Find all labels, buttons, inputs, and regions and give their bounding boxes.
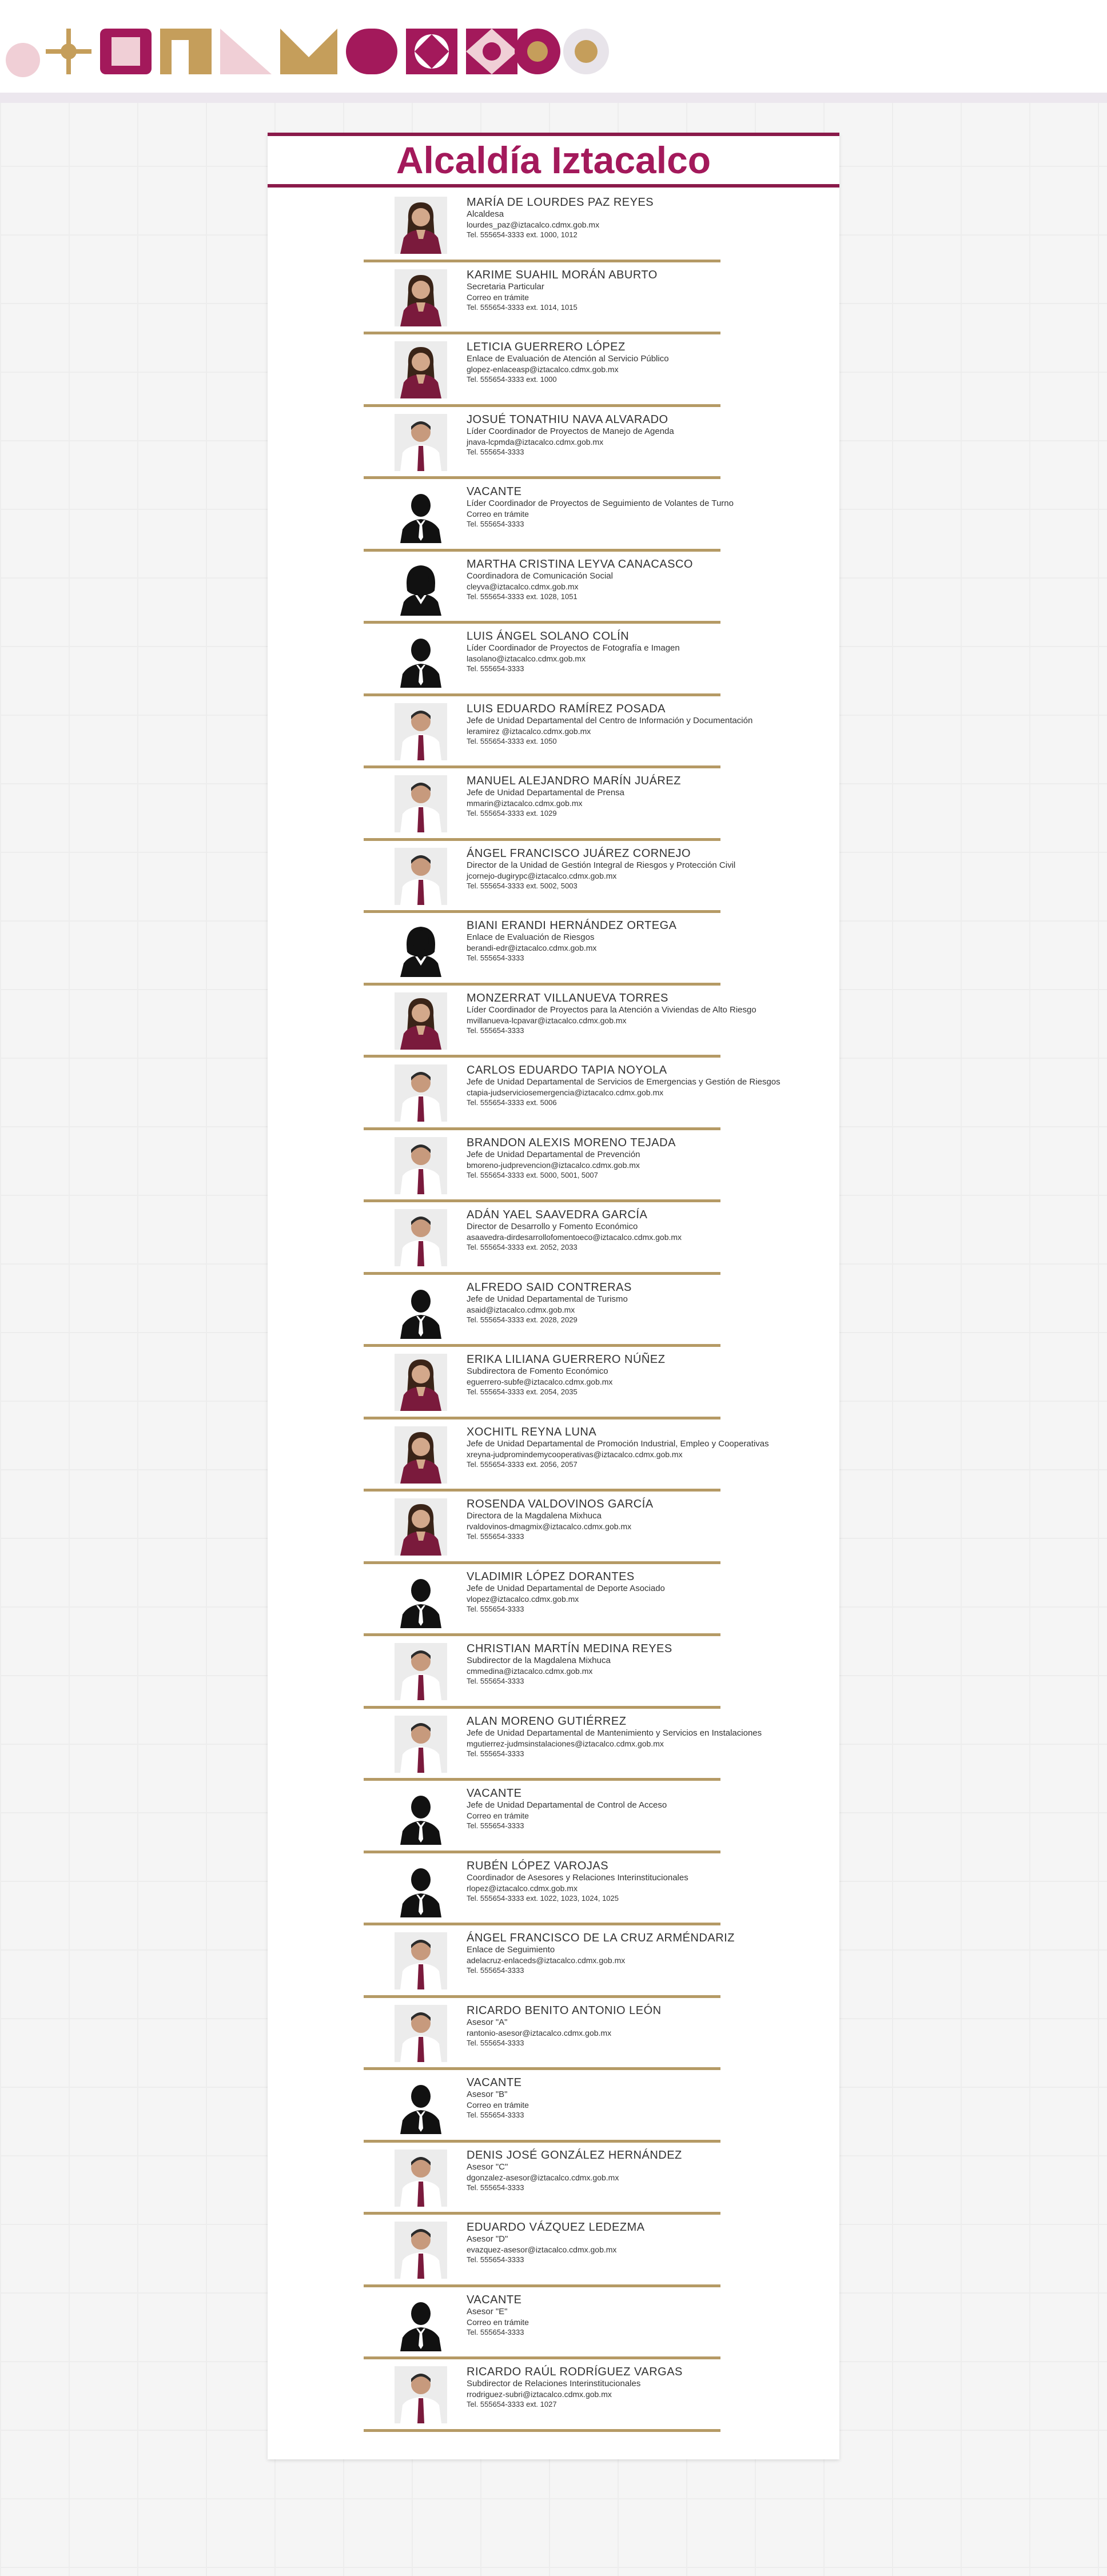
staff-entry [364, 1998, 720, 2071]
staff-phone: Tel. 555654-3333 [467, 1677, 524, 1685]
directory-card [268, 133, 839, 2459]
staff-phone: Tel. 555654-3333 [467, 664, 524, 673]
staff-entry [364, 768, 720, 841]
staff-email[interactable]: dgonzalez-asesor@iztacalco.cdmx.gob.mx [467, 2172, 619, 2182]
staff-role: Asesor "A" [467, 2017, 508, 2027]
staff-info [467, 1281, 720, 1325]
staff-entry [364, 1419, 769, 1492]
staff-name: ROSENDA VALDOVINOS GARCÍA [467, 1498, 654, 1510]
staff-role: Asesor "D" [467, 2234, 508, 2244]
staff-name: ALAN MORENO GUTIÉRREZ [467, 1714, 627, 1728]
staff-photo [395, 1282, 447, 1339]
staff-entry [364, 1492, 720, 1564]
staff-photo [395, 1860, 447, 1917]
staff-email[interactable]: leramirez @iztacalco.cdmx.gob.mx [467, 726, 591, 736]
staff-email[interactable]: vlopez@iztacalco.cdmx.gob.mx [467, 1594, 579, 1604]
staff-email[interactable]: rlopez@iztacalco.cdmx.gob.mx [467, 1883, 578, 1893]
staff-name: DENIS JOSÉ GONZÁLEZ HERNÁNDEZ [467, 2148, 682, 2162]
staff-phone: Tel. 555654-3333 ext. 2028, 2029 [467, 1315, 578, 1324]
staff-role: Subdirectora de Fomento Económico [467, 1366, 608, 1376]
staff-entry [364, 1130, 720, 1203]
staff-name: MONZERRAT VILLANUEVA TORRES [467, 991, 668, 1004]
staff-info [467, 919, 720, 963]
staff-name: ERIKA LILIANA GUERRERO NÚÑEZ [467, 1353, 666, 1366]
staff-email[interactable]: mgutierrez-judmsinstalaciones@iztacalco.cdmx.gob.mx [467, 1738, 664, 1748]
staff-entry [364, 2143, 720, 2215]
staff-info [467, 1063, 781, 1108]
staff-photo [395, 2294, 447, 2351]
staff-photo [395, 2222, 447, 2279]
staff-phone: Tel. 555654-3333 [467, 2327, 524, 2336]
staff-phone: Tel. 555654-3333 [467, 2183, 524, 2192]
staff-role: Jefe de Unidad Departamental de Control de Acceso [467, 1800, 667, 1810]
staff-role: Jefe de Unidad Departamental de Servicios de Emergencias y Gestión de Riesgos [467, 1077, 781, 1087]
staff-info [467, 1353, 720, 1397]
staff-name: MARÍA DE LOURDES PAZ REYES [467, 196, 654, 209]
staff-email[interactable]: asaavedra-dirdesarrollofomentoeco@iztacalco.cdmx.gob.mx [467, 1233, 682, 1242]
staff-info [467, 991, 756, 1036]
staff-phone: Tel. 555654-3333 [467, 2038, 524, 2047]
staff-email[interactable]: xreyna-judpromindemycooperativas@iztacalco.cdmx.gob.mx [467, 1449, 683, 1459]
staff-info [467, 2076, 720, 2120]
staff-name: BIANI ERANDI HERNÁNDEZ ORTEGA [467, 919, 677, 932]
staff-info [467, 774, 720, 819]
staff-role: Alcaldesa [467, 209, 504, 219]
staff-photo [395, 414, 447, 471]
staff-role: Líder Coordinador de Proyectos de Seguimiento de Volantes de Turno [467, 499, 734, 508]
staff-photo [395, 992, 447, 1050]
staff-entry [364, 2215, 720, 2287]
staff-info [467, 1136, 720, 1181]
staff-name: JOSUÉ TONATHIU NAVA ALVARADO [467, 413, 668, 426]
staff-name: ÁNGEL FRANCISCO JUÁREZ CORNEJO [467, 847, 691, 860]
staff-role: Director de la Unidad de Gestión Integral de Riesgos y Protección Civil [467, 860, 736, 870]
staff-info [467, 2148, 720, 2193]
staff-entry [364, 986, 756, 1058]
staff-phone: Tel. 555654-3333 [467, 520, 524, 528]
staff-email[interactable]: Correo en trámite [467, 1811, 529, 1820]
staff-photo [395, 1571, 447, 1628]
staff-name: CHRISTIAN MARTÍN MEDINA REYES [467, 1642, 672, 1655]
staff-info [467, 1425, 769, 1470]
staff-email[interactable]: lasolano@iztacalco.cdmx.gob.mx [467, 654, 586, 663]
staff-name: VACANTE [467, 1787, 522, 1800]
staff-info [467, 702, 753, 747]
staff-name: LETICIA GUERRERO LÓPEZ [467, 341, 626, 353]
staff-email[interactable]: rrodriguez-subri@iztacalco.cdmx.gob.mx [467, 2390, 612, 2399]
staff-name: VACANTE [467, 2293, 522, 2306]
staff-entry [364, 334, 720, 407]
staff-entry [364, 1925, 735, 1998]
staff-info [467, 196, 720, 240]
staff-info [467, 1208, 720, 1253]
staff-email[interactable]: berandi-edr@iztacalco.cdmx.gob.mx [467, 943, 597, 952]
staff-info [467, 413, 720, 457]
staff-photo [395, 2077, 447, 2134]
staff-phone: Tel. 555654-3333 [467, 954, 524, 962]
staff-photo [395, 1426, 447, 1484]
staff-name: LUIS EDUARDO RAMÍREZ POSADA [467, 702, 666, 715]
staff-photo [395, 631, 447, 688]
staff-name: KARIME SUAHIL MORÁN ABURTO [467, 268, 658, 281]
staff-phone: Tel. 555654-3333 [467, 2255, 524, 2264]
staff-phone: Tel. 555654-3333 [467, 1966, 524, 1975]
header-banner [0, 0, 1107, 97]
staff-phone: Tel. 555654-3333 ext. 1022, 1023, 1024, 1025 [467, 1893, 619, 1903]
staff-entry [364, 1058, 781, 1130]
staff-entry [364, 841, 736, 914]
staff-name: BRANDON ALEXIS MORENO TEJADA [467, 1136, 676, 1149]
staff-email[interactable]: asaid@iztacalco.cdmx.gob.mx [467, 1305, 575, 1314]
staff-role: Asesor "E" [467, 2306, 508, 2316]
staff-entry [364, 2287, 720, 2360]
staff-info [467, 1570, 720, 1614]
staff-name: RICARDO RAÚL RODRÍGUEZ VARGAS [467, 2366, 683, 2378]
staff-photo [395, 1209, 447, 1266]
staff-info [467, 557, 720, 602]
staff-info [467, 847, 736, 891]
staff-phone: Tel. 555654-3333 ext. 1029 [467, 809, 557, 818]
staff-info [467, 629, 720, 674]
staff-photo [395, 2150, 447, 2207]
staff-photo [395, 703, 447, 760]
staff-photo [395, 848, 447, 905]
staff-role: Jefe de Unidad Departamental de Prevención [467, 1149, 640, 1159]
staff-phone: Tel. 555654-3333 [467, 1026, 524, 1035]
staff-photo [395, 341, 447, 398]
staff-role: Subdirector de Relaciones Interinstitucionales [467, 2379, 641, 2388]
staff-photo [395, 1643, 447, 1700]
staff-role: Subdirector de la Magdalena Mixhuca [467, 1656, 611, 1665]
staff-role: Director de Desarrollo y Fomento Económico [467, 1222, 638, 1231]
staff-phone: Tel. 555654-3333 [467, 1821, 524, 1830]
staff-phone: Tel. 555654-3333 ext. 5002, 5003 [467, 881, 578, 890]
staff-entry [364, 1347, 720, 1419]
staff-entry [364, 913, 720, 986]
staff-info [467, 1714, 762, 1759]
staff-photo [395, 486, 447, 543]
staff-role: Jefe de Unidad Departamental de Mantenimiento y Servicios en Instalaciones [467, 1728, 762, 1738]
staff-entry [364, 1636, 720, 1709]
staff-role: Jefe de Unidad Departamental de Promoción Industrial, Empleo y Cooperativas [467, 1438, 769, 1449]
staff-name: RICARDO BENITO ANTONIO LEÓN [467, 2004, 662, 2017]
staff-name: RUBÉN LÓPEZ VAROJAS [467, 1859, 609, 1872]
staff-info [467, 1642, 720, 1686]
title-bottom-rule [268, 184, 839, 188]
staff-photo [395, 1716, 447, 1773]
staff-info [467, 2220, 720, 2265]
header-divider [0, 93, 1107, 103]
staff-entry [364, 1709, 762, 1781]
page-title: Alcaldía Iztacalco [396, 139, 711, 181]
staff-info [467, 2293, 720, 2338]
staff-name: ALFREDO SAID CONTRERAS [467, 1281, 632, 1294]
staff-entry [364, 262, 720, 335]
staff-email[interactable]: ctapia-judserviciosemergencia@iztacalco.cdmx.gob.mx [467, 1088, 664, 1097]
staff-photo [395, 1932, 447, 1989]
banner-decorative-logo [0, 23, 618, 80]
staff-entry [364, 1853, 720, 1926]
title-top-rule [268, 133, 839, 136]
staff-phone: Tel. 555654-3333 ext. 1050 [467, 736, 557, 745]
staff-role: Líder Coordinador de Proyectos para la Atención a Viviendas de Alto Riesgo [467, 1004, 756, 1015]
staff-role: Directora de la Magdalena Mixhuca [467, 1511, 602, 1521]
staff-role: Jefe de Unidad Departamental de Deporte Asociado [467, 1583, 665, 1593]
staff-phone: Tel. 555654-3333 [467, 2111, 524, 2119]
staff-name: MANUEL ALEJANDRO MARÍN JUÁREZ [467, 775, 681, 787]
staff-name: VACANTE [467, 485, 522, 498]
staff-phone: Tel. 555654-3333 [467, 447, 524, 456]
staff-list [364, 190, 781, 2432]
staff-info [467, 2004, 720, 2048]
staff-email[interactable]: mmarin@iztacalco.cdmx.gob.mx [467, 799, 583, 808]
staff-photo [395, 1137, 447, 1194]
staff-entry [364, 1781, 720, 1853]
staff-email[interactable]: Correo en trámite [467, 2100, 529, 2110]
staff-entry [364, 696, 753, 769]
staff-phone: Tel. 555654-3333 ext. 1028, 1051 [467, 592, 578, 601]
staff-role: Líder Coordinador de Proyectos de Manejo de Agenda [467, 426, 674, 436]
staff-info [467, 485, 734, 529]
staff-phone: Tel. 555654-3333 ext. 1000 [467, 375, 557, 384]
staff-role: Enlace de Evaluación de Riesgos [467, 932, 595, 942]
staff-role: Asesor "C" [467, 2162, 508, 2172]
staff-entry [364, 1564, 720, 1637]
staff-photo [395, 775, 447, 832]
staff-photo [395, 920, 447, 977]
staff-email[interactable]: adelacruz-enlaceds@iztacalco.cdmx.gob.mx [467, 1956, 626, 1965]
staff-email[interactable]: jnava-lcpmda@iztacalco.cdmx.gob.mx [467, 437, 604, 446]
staff-email[interactable]: cmmedina@iztacalco.cdmx.gob.mx [467, 1666, 593, 1676]
staff-email[interactable]: Correo en trámite [467, 2317, 529, 2327]
staff-entry [364, 624, 720, 696]
staff-entry [364, 479, 734, 552]
staff-entry [364, 190, 720, 262]
staff-role: Jefe de Unidad Departamental de Turismo [467, 1294, 628, 1304]
staff-info [467, 340, 720, 385]
staff-name: MARTHA CRISTINA LEYVA CANACASCO [467, 557, 693, 571]
staff-role: Secretaria Particular [467, 281, 544, 292]
staff-name: XOCHITL REYNA LUNA [467, 1425, 597, 1438]
staff-email[interactable]: jcornejo-dugirypc@iztacalco.cdmx.gob.mx [467, 871, 617, 880]
staff-phone: Tel. 555654-3333 ext. 2052, 2033 [467, 1243, 578, 1251]
staff-email[interactable]: lourdes_paz@iztacalco.cdmx.gob.mx [467, 220, 600, 229]
staff-email[interactable]: mvillanueva-lcpavar@iztacalco.cdmx.gob.mx [467, 1015, 627, 1025]
staff-phone: Tel. 555654-3333 [467, 1532, 524, 1541]
staff-phone: Tel. 555654-3333 ext. 1014, 1015 [467, 302, 578, 312]
staff-email[interactable]: Correo en trámite [467, 509, 529, 519]
staff-info [467, 1497, 720, 1542]
staff-entry [364, 552, 720, 624]
staff-phone: Tel. 555654-3333 [467, 1604, 524, 1613]
staff-role: Jefe de Unidad Departamental del Centro de Información y Documentación [467, 715, 753, 725]
staff-entry [364, 407, 720, 480]
staff-phone: Tel. 555654-3333 [467, 1749, 524, 1758]
staff-photo [395, 559, 447, 616]
staff-info [467, 2365, 720, 2410]
staff-info [467, 1931, 735, 1976]
staff-email[interactable]: rvaldovinos-dmagmix@iztacalco.cdmx.gob.mx [467, 1522, 632, 1531]
staff-email[interactable]: Correo en trámite [467, 292, 529, 302]
staff-role: Enlace de Seguimiento [467, 1945, 555, 1955]
staff-entry [364, 1202, 720, 1275]
staff-name: ÁNGEL FRANCISCO DE LA CRUZ ARMÉNDARIZ [467, 1932, 735, 1944]
staff-role: Enlace de Evaluación de Atención al Servicio Público [467, 354, 669, 364]
staff-entry [364, 1275, 720, 1347]
staff-entry [364, 2359, 720, 2432]
staff-photo [395, 269, 447, 326]
staff-name: VLADIMIR LÓPEZ DORANTES [467, 1570, 635, 1583]
staff-phone: Tel. 555654-3333 ext. 1000, 1012 [467, 230, 578, 239]
staff-photo [395, 1788, 447, 1845]
staff-role: Jefe de Unidad Departamental de Prensa [467, 788, 625, 797]
staff-entry [364, 2070, 720, 2143]
staff-email[interactable]: glopez-enlaceasp@iztacalco.cdmx.gob.mx [467, 365, 619, 374]
staff-photo [395, 1498, 447, 1556]
staff-name: ADÁN YAEL SAAVEDRA GARCÍA [467, 1209, 648, 1221]
staff-info [467, 1787, 720, 1831]
staff-role: Coordinadora de Comunicación Social [467, 571, 613, 581]
staff-email[interactable]: cleyva@iztacalco.cdmx.gob.mx [467, 581, 579, 591]
staff-phone: Tel. 555654-3333 ext. 1027 [467, 2400, 557, 2408]
staff-name: LUIS ÁNGEL SOLANO COLÍN [467, 630, 630, 643]
staff-photo [395, 1064, 447, 1122]
staff-name: EDUARDO VÁZQUEZ LEDEZMA [467, 2221, 645, 2234]
staff-phone: Tel. 555654-3333 ext. 2056, 2057 [467, 1460, 578, 1469]
staff-phone: Tel. 555654-3333 ext. 5000, 5001, 5007 [467, 1170, 598, 1179]
staff-name: VACANTE [467, 2076, 522, 2089]
staff-name: CARLOS EDUARDO TAPIA NOYOLA [467, 1064, 667, 1076]
staff-role: Coordinador de Asesores y Relaciones Interinstitucionales [467, 1872, 688, 1883]
staff-email[interactable]: evazquez-asesor@iztacalco.cdmx.gob.mx [467, 2245, 617, 2254]
staff-info [467, 268, 720, 313]
staff-role: Líder Coordinador de Proyectos de Fotografía e Imagen [467, 643, 680, 653]
staff-photo [395, 2366, 447, 2423]
staff-email[interactable]: bmoreno-judprevencion@iztacalco.cdmx.gob.mx [467, 1160, 640, 1170]
staff-info [467, 1859, 720, 1904]
staff-photo [395, 1354, 447, 1411]
staff-photo [395, 197, 447, 254]
staff-email[interactable]: eguerrero-subfe@iztacalco.cdmx.gob.mx [467, 1377, 613, 1386]
staff-phone: Tel. 555654-3333 ext. 2054, 2035 [467, 1387, 578, 1396]
staff-role: Asesor "B" [467, 2089, 508, 2099]
staff-phone: Tel. 555654-3333 ext. 5006 [467, 1098, 557, 1107]
staff-email[interactable]: rantonio-asesor@iztacalco.cdmx.gob.mx [467, 2028, 612, 2037]
staff-photo [395, 2005, 447, 2062]
